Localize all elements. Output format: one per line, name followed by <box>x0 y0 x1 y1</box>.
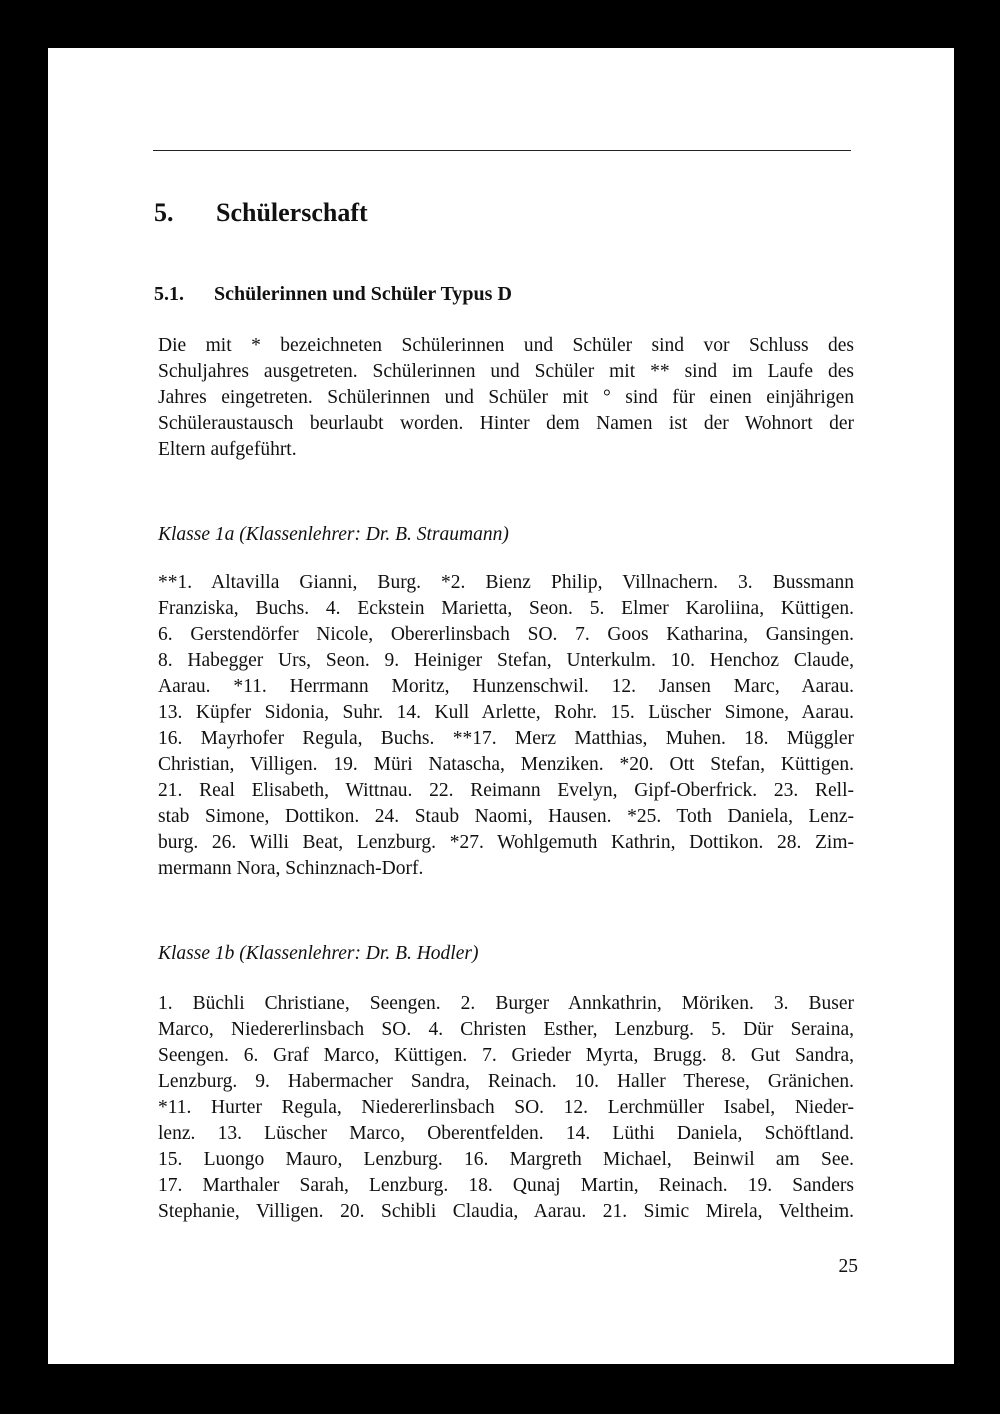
text-line: mermann Nora, Schinznach-Dorf. <box>158 858 424 879</box>
klasse-1b-heading: Klasse 1b (Klassenlehrer: Dr. B. Hodler) <box>158 943 479 964</box>
header-rule <box>153 150 851 151</box>
text-line: 1. Büchli Christiane, Seengen. 2. Burger Annkathrin, Möriken. 3. Buser <box>158 993 854 1014</box>
text-line: Jahres eingetreten. Schülerinnen und Schüler mit ° sind für einen einjährigen <box>158 387 854 408</box>
text-line: Eltern aufgeführt. <box>158 439 297 460</box>
klasse-1a-list <box>158 570 854 882</box>
text-line: 15. Luongo Mauro, Lenzburg. 16. Margreth Michael, Beinwil am See. <box>158 1149 854 1170</box>
text-line: Lenzburg. 9. Habermacher Sandra, Reinach. 10. Haller Therese, Gränichen. <box>158 1071 854 1092</box>
text-line: Franziska, Buchs. 4. Eckstein Marietta, Seon. 5. Elmer Karoliina, Küttigen. <box>158 598 854 619</box>
chapter-title: Schülerschaft <box>216 198 368 227</box>
section-title: Schülerinnen und Schüler Typus D <box>214 283 512 305</box>
text-line: stab Simone, Dottikon. 24. Staub Naomi, Hausen. *25. Toth Daniela, Lenz- <box>158 806 854 827</box>
text-line: Aarau. *11. Herrmann Moritz, Hunzenschwil. 12. Jansen Marc, Aarau. <box>158 676 854 697</box>
text-line: Stephanie, Villigen. 20. Schibli Claudia, Aarau. 21. Simic Mirela, Veltheim. <box>158 1201 854 1222</box>
section-number: 5.1. <box>154 283 184 305</box>
klasse-1b-list <box>158 991 854 1225</box>
section-heading <box>154 283 512 306</box>
text-line: 13. Küpfer Sidonia, Suhr. 14. Kull Arlette, Rohr. 15. Lüscher Simone, Aarau. <box>158 702 854 723</box>
text-line: lenz. 13. Lüscher Marco, Oberentfelden. 14. Lüthi Daniela, Schöftland. <box>158 1123 854 1144</box>
text-line: Schüleraustausch beurlaubt worden. Hinter dem Namen ist der Wohnort der <box>158 413 854 434</box>
text-line: Christian, Villigen. 19. Müri Natascha, Menziken. *20. Ott Stefan, Küttigen. <box>158 754 854 775</box>
text-line: 8. Habegger Urs, Seon. 9. Heiniger Stefan, Unterkulm. 10. Henchoz Claude, <box>158 650 854 671</box>
text-line: 6. Gerstendörfer Nicole, Obererlinsbach SO. 7. Goos Katharina, Gansingen. <box>158 624 854 645</box>
text-line: **1. Altavilla Gianni, Burg. *2. Bienz Philip, Villnachern. 3. Bussmann <box>158 572 854 593</box>
text-line: 21. Real Elisabeth, Wittnau. 22. Reimann Evelyn, Gipf-Oberfrick. 23. Rell- <box>158 780 854 801</box>
intro-paragraph <box>158 333 854 463</box>
text-line: 16. Mayrhofer Regula, Buchs. **17. Merz Matthias, Muhen. 18. Müggler <box>158 728 854 749</box>
chapter-heading <box>154 198 368 228</box>
page-number: 25 <box>838 1256 858 1277</box>
text-line: burg. 26. Willi Beat, Lenzburg. *27. Wohlgemuth Kathrin, Dottikon. 28. Zim- <box>158 832 854 853</box>
text-line: 17. Marthaler Sarah, Lenzburg. 18. Qunaj Martin, Reinach. 19. Sanders <box>158 1175 854 1196</box>
text-line: *11. Hurter Regula, Niedererlinsbach SO. 12. Lerchmüller Isabel, Nieder- <box>158 1097 854 1118</box>
text-line: Die mit * bezeichneten Schülerinnen und Schüler sind vor Schluss des <box>158 335 854 356</box>
klasse-1a-heading: Klasse 1a (Klassenlehrer: Dr. B. Straumann) <box>158 524 509 545</box>
chapter-number: 5. <box>154 198 174 227</box>
text-line: Schuljahres ausgetreten. Schülerinnen und Schüler mit ** sind im Laufe des <box>158 361 854 382</box>
text-line: Marco, Niedererlinsbach SO. 4. Christen Esther, Lenzburg. 5. Dür Seraina, <box>158 1019 854 1040</box>
page <box>48 48 954 1364</box>
text-line: Seengen. 6. Graf Marco, Küttigen. 7. Grieder Myrta, Brugg. 8. Gut Sandra, <box>158 1045 854 1066</box>
